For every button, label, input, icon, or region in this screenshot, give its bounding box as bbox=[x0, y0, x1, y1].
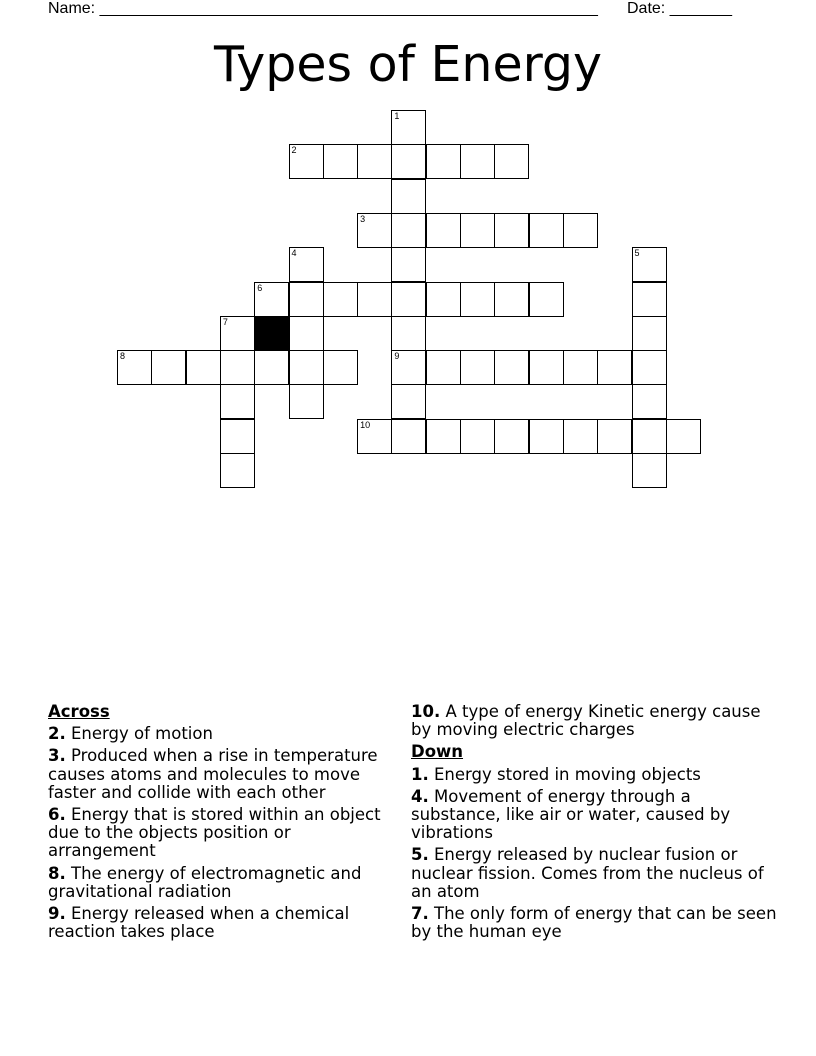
clue-text: The only form of energy that can be seen by the human eye bbox=[411, 904, 777, 942]
answer-cell[interactable] bbox=[289, 282, 324, 317]
answer-cell[interactable] bbox=[426, 144, 461, 179]
answer-cell[interactable] bbox=[494, 419, 529, 454]
clue-number: 7 bbox=[222, 316, 228, 327]
answer-cell[interactable] bbox=[220, 316, 255, 351]
answer-cell[interactable] bbox=[426, 213, 461, 248]
answer-cell[interactable] bbox=[494, 350, 529, 385]
answer-cell[interactable] bbox=[529, 213, 564, 248]
answer-cell[interactable] bbox=[460, 419, 495, 454]
answer-cell[interactable] bbox=[391, 419, 426, 454]
answer-cell[interactable] bbox=[391, 350, 426, 385]
answer-cell[interactable] bbox=[220, 350, 255, 385]
clue-text: Energy released when a chemical reaction takes place bbox=[48, 904, 350, 942]
answer-cell[interactable] bbox=[323, 350, 358, 385]
answer-cell[interactable] bbox=[529, 282, 564, 317]
across-clue bbox=[48, 905, 398, 941]
clue-number: 5 bbox=[634, 248, 640, 259]
answer-cell[interactable] bbox=[460, 282, 495, 317]
answer-cell[interactable] bbox=[186, 350, 221, 385]
answer-cell[interactable] bbox=[391, 247, 426, 282]
answer-cell[interactable] bbox=[632, 316, 667, 351]
across-clue-list-continued bbox=[411, 703, 781, 739]
clue-number: 2 bbox=[291, 145, 297, 156]
across-clue bbox=[48, 865, 398, 901]
down-heading: Down bbox=[411, 742, 464, 762]
answer-cell[interactable] bbox=[632, 419, 667, 454]
across-heading: Across bbox=[48, 702, 110, 721]
down-clue bbox=[411, 788, 781, 843]
clue-text: Energy of motion bbox=[65, 724, 213, 744]
answer-cell[interactable] bbox=[220, 384, 255, 419]
page-title: Types of Energy bbox=[213, 36, 602, 93]
answer-cell[interactable] bbox=[597, 350, 632, 385]
answer-cell[interactable] bbox=[426, 282, 461, 317]
answer-cell[interactable] bbox=[117, 350, 152, 385]
answer-cell[interactable] bbox=[597, 419, 632, 454]
answer-cell[interactable] bbox=[289, 384, 324, 419]
name-field-line: Name: ________________________________________________________ bbox=[48, 0, 598, 17]
clue-number: 6. bbox=[48, 805, 66, 825]
answer-cell[interactable] bbox=[632, 350, 667, 385]
answer-cell[interactable] bbox=[494, 282, 529, 317]
clue-number: 2. bbox=[48, 724, 66, 744]
answer-cell[interactable] bbox=[323, 282, 358, 317]
answer-cell[interactable] bbox=[289, 144, 324, 179]
answer-cell[interactable] bbox=[391, 384, 426, 419]
answer-cell[interactable] bbox=[460, 144, 495, 179]
black-cell bbox=[254, 316, 289, 351]
crossword-grid bbox=[0, 0, 816, 520]
clue-text: Energy released by nuclear fusion or nuclear fission. Comes from the nucleus of an atom bbox=[411, 845, 764, 901]
clue-number: 4. bbox=[411, 786, 429, 806]
answer-cell[interactable] bbox=[391, 213, 426, 248]
answer-cell[interactable] bbox=[391, 110, 426, 145]
down-clue-list bbox=[411, 766, 781, 942]
answer-cell[interactable] bbox=[220, 453, 255, 488]
answer-cell[interactable] bbox=[529, 419, 564, 454]
answer-cell[interactable] bbox=[289, 316, 324, 351]
clues-left-column bbox=[48, 703, 398, 945]
answer-cell[interactable] bbox=[323, 144, 358, 179]
clue-number: 4 bbox=[291, 248, 297, 259]
answer-cell[interactable] bbox=[563, 213, 598, 248]
answer-cell[interactable] bbox=[666, 419, 701, 454]
clue-text: Movement of energy through a substance, like air or water, caused by vibrations bbox=[411, 786, 731, 843]
clue-text: Produced when a rise in temperature causes atoms and molecules to move faster and collide with each other bbox=[48, 746, 378, 802]
answer-cell[interactable] bbox=[632, 384, 667, 419]
answer-cell[interactable] bbox=[460, 213, 495, 248]
down-clue bbox=[411, 846, 781, 901]
clue-text: Energy stored in moving objects bbox=[428, 764, 701, 784]
clue-number: 1. bbox=[411, 764, 429, 784]
clue-number: 10. bbox=[411, 702, 441, 721]
answer-cell[interactable] bbox=[494, 144, 529, 179]
down-clue bbox=[411, 905, 781, 941]
answer-cell[interactable] bbox=[357, 144, 392, 179]
clue-number: 3 bbox=[360, 213, 366, 224]
answer-cell[interactable] bbox=[563, 350, 598, 385]
answer-cell[interactable] bbox=[563, 419, 598, 454]
answer-cell[interactable] bbox=[289, 247, 324, 282]
answer-cell[interactable] bbox=[357, 282, 392, 317]
clue-number: 9. bbox=[48, 904, 66, 924]
clue-number: 1 bbox=[394, 111, 400, 121]
answer-cell[interactable] bbox=[426, 419, 461, 454]
clue-number: 3. bbox=[48, 746, 66, 766]
clue-number: 7. bbox=[411, 904, 429, 924]
clue-number: 10 bbox=[360, 419, 371, 430]
answer-cell[interactable] bbox=[632, 282, 667, 317]
answer-cell[interactable] bbox=[151, 350, 186, 385]
answer-cell[interactable] bbox=[254, 350, 289, 385]
date-field-line: Date: _______ bbox=[627, 0, 732, 17]
clue-text: A type of energy Kinetic energy cause by moving electric charges bbox=[411, 702, 761, 740]
clue-text: The energy of electromagnetic and gravitational radiation bbox=[48, 863, 362, 901]
clue-number: 6 bbox=[257, 282, 263, 293]
answer-cell[interactable] bbox=[357, 419, 392, 454]
answer-cell[interactable] bbox=[254, 282, 289, 317]
across-clue bbox=[48, 747, 398, 802]
answer-cell[interactable] bbox=[220, 419, 255, 454]
answer-cell[interactable] bbox=[391, 282, 426, 317]
answer-cell[interactable] bbox=[391, 179, 426, 214]
answer-cell[interactable] bbox=[632, 453, 667, 488]
clue-number: 8 bbox=[120, 351, 126, 362]
down-clue bbox=[411, 766, 781, 784]
clue-number: 8. bbox=[48, 863, 66, 883]
across-clue bbox=[411, 703, 781, 739]
answer-cell[interactable] bbox=[426, 350, 461, 385]
across-clue bbox=[48, 725, 398, 743]
across-clue bbox=[48, 806, 398, 861]
answer-cell[interactable] bbox=[357, 213, 392, 248]
answer-cell[interactable] bbox=[391, 316, 426, 351]
answer-cell[interactable] bbox=[494, 213, 529, 248]
answer-cell[interactable] bbox=[460, 350, 495, 385]
clue-text: Energy that is stored within an object due to the objects position or arrangement bbox=[48, 805, 381, 861]
across-clue-list bbox=[48, 725, 398, 941]
answer-cell[interactable] bbox=[529, 350, 564, 385]
answer-cell[interactable] bbox=[632, 247, 667, 282]
answer-cell[interactable] bbox=[391, 144, 426, 179]
clue-number: 5. bbox=[411, 845, 429, 865]
clues-right-column bbox=[411, 703, 781, 945]
clue-number: 9 bbox=[394, 351, 400, 362]
answer-cell[interactable] bbox=[289, 350, 324, 385]
